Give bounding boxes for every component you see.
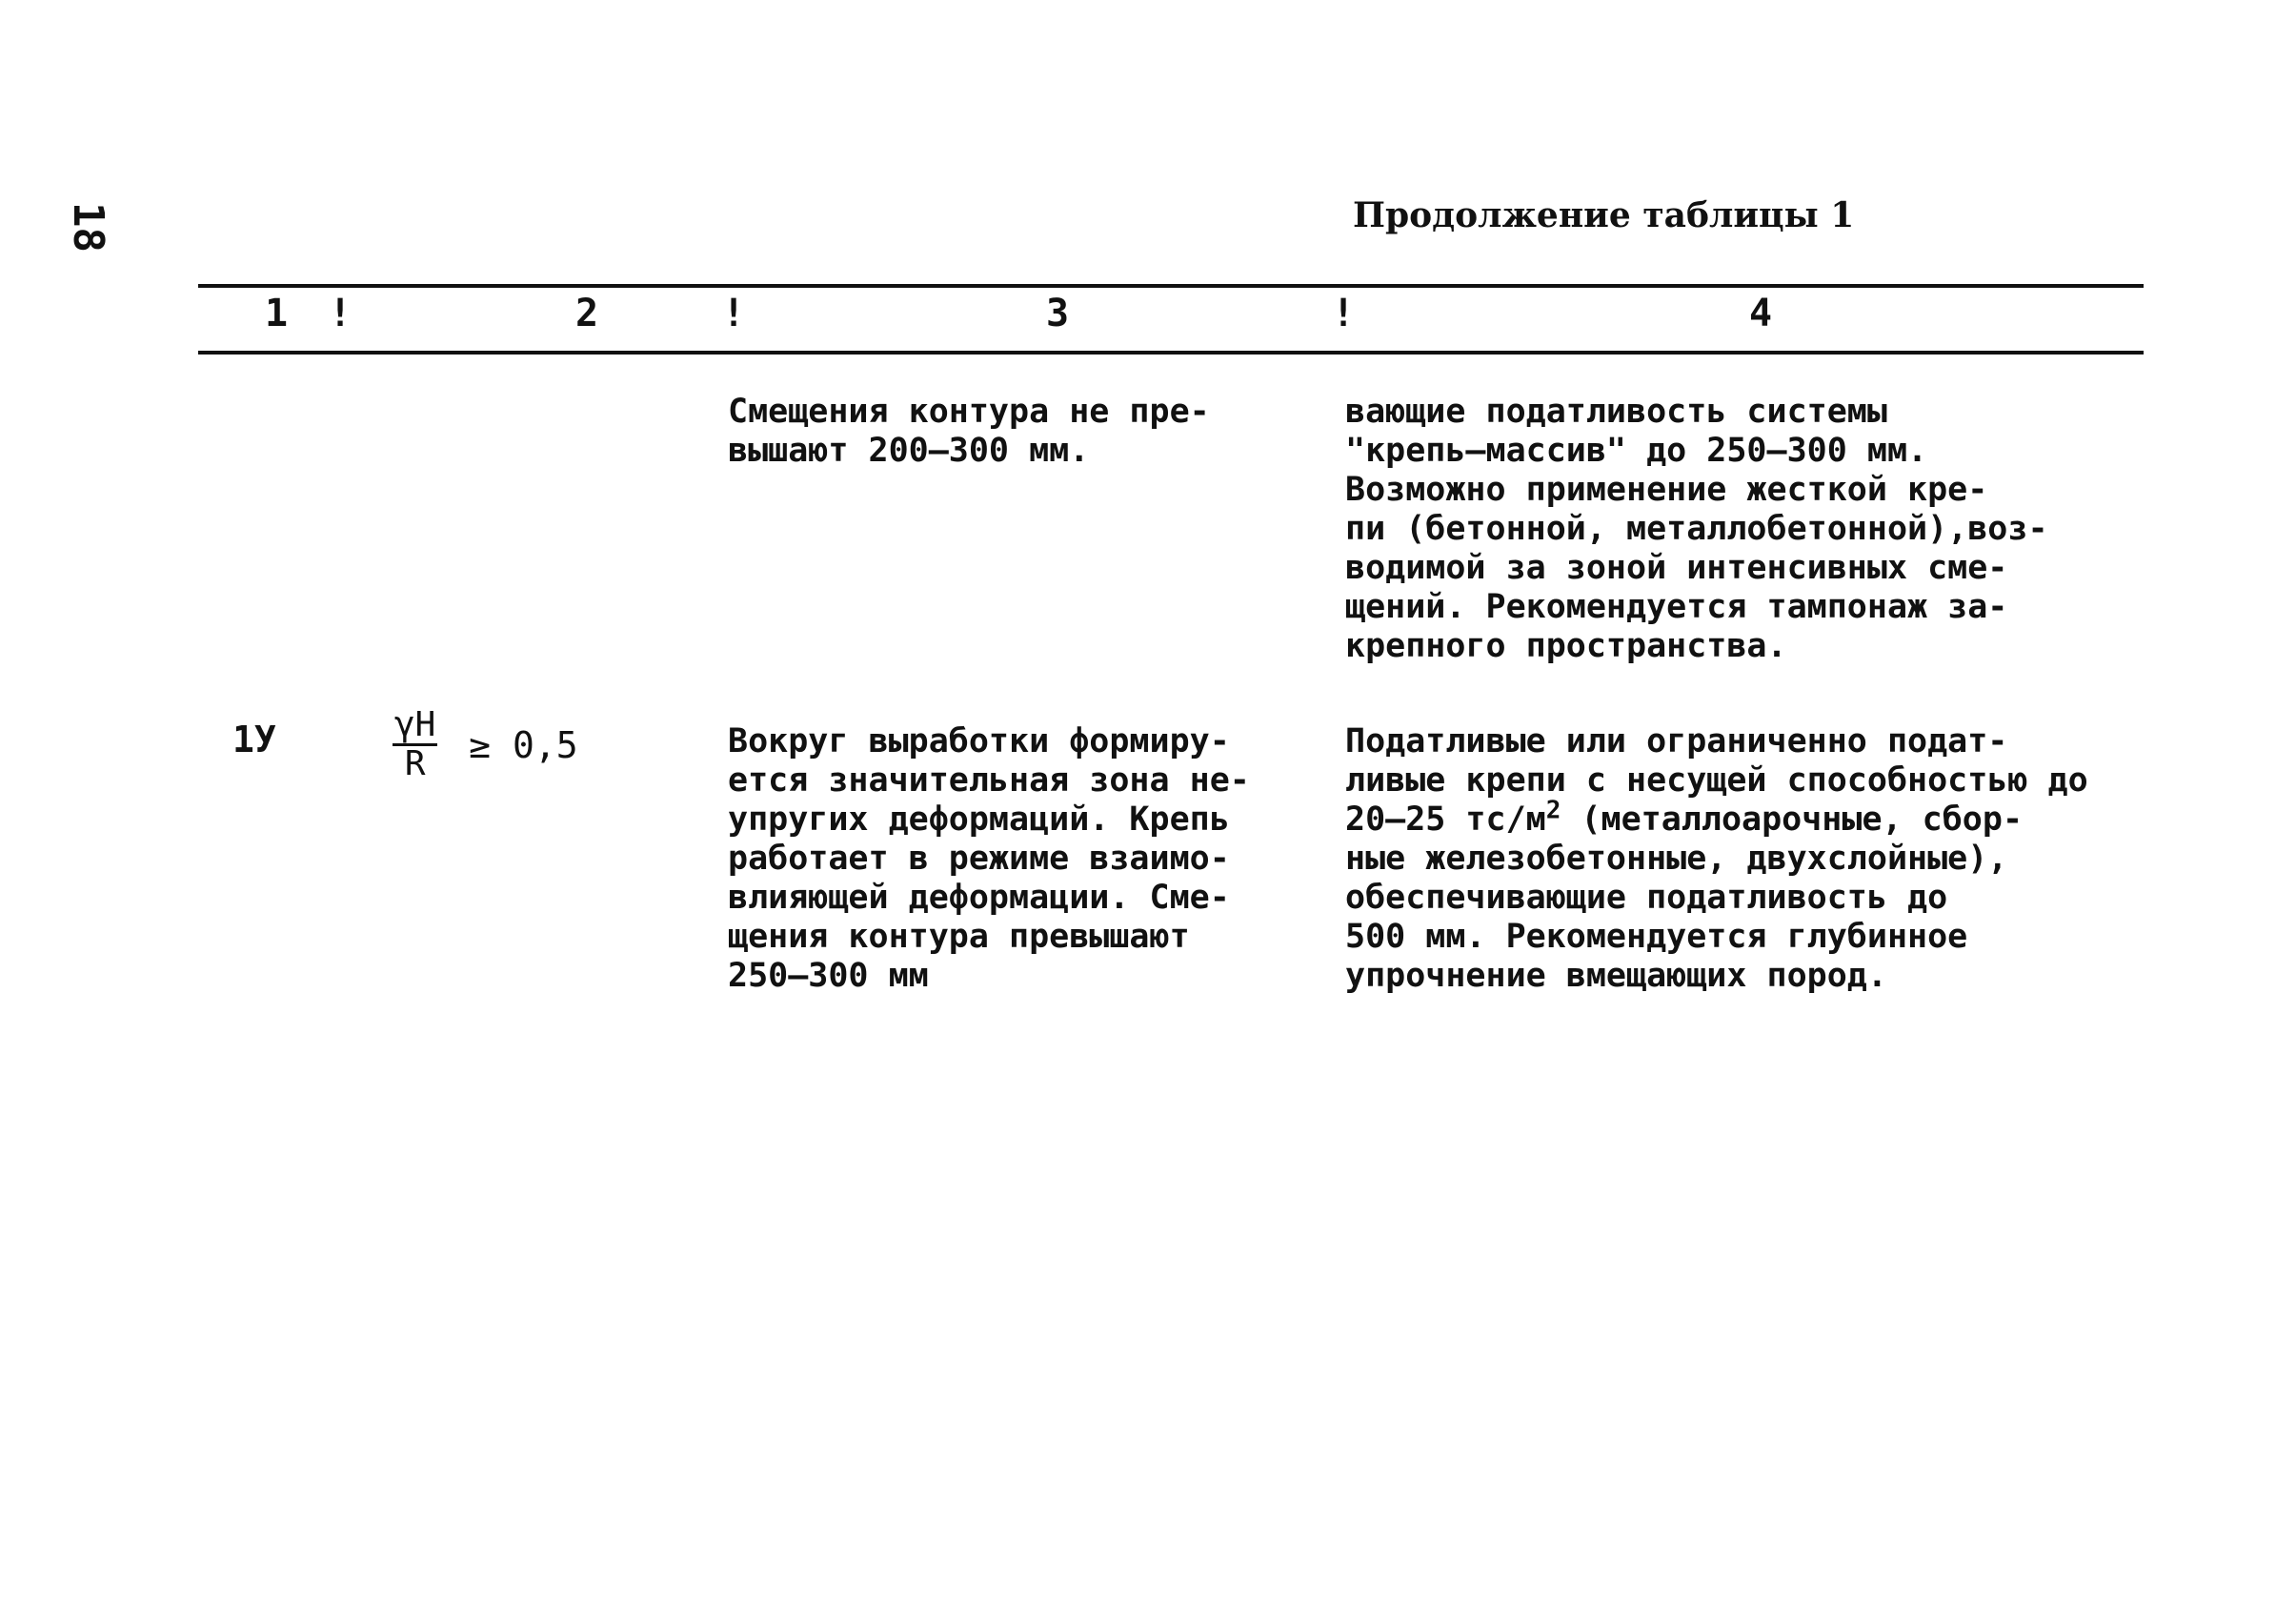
header-col1-label: 1 <box>265 292 289 335</box>
fraction-numerator: γH <box>394 705 436 744</box>
text-line: ные железобетонные, двухслойные), <box>1345 840 2008 878</box>
table-caption: Продолжение таблицы 1 <box>1353 195 1855 235</box>
row-col3 <box>728 722 1250 996</box>
text-line: "крепь–массив" до 250–300 мм. <box>1345 432 1928 470</box>
continuation-col4 <box>1345 393 2048 666</box>
header-rule-bottom <box>198 351 2144 355</box>
header-rule-top <box>198 284 2144 288</box>
page-number: 18 <box>64 202 112 253</box>
fraction-denominator: R <box>404 744 426 783</box>
text-fragment: 20–25 тс/м <box>1345 800 1546 839</box>
text-line: влияющей деформации. Сме- <box>728 879 1230 917</box>
text-line: обеспечивающие податливость до <box>1345 879 1948 917</box>
text-line: Возможно применение жесткой кре- <box>1345 471 1988 509</box>
text-line: ется значительная зона не- <box>728 761 1250 800</box>
text-line: Податливые или ограниченно подат- <box>1345 722 2008 760</box>
header-sep2 <box>722 292 745 335</box>
condition-fraction <box>393 707 437 782</box>
header-col2-label: 2 <box>575 292 599 335</box>
text-line: водимой за зоной интенсивных сме- <box>1345 549 2008 587</box>
text-line: вышают 200–300 мм. <box>728 432 1090 470</box>
header-col3-label: 3 <box>1046 292 1070 335</box>
header-col2 <box>575 292 598 335</box>
text-line: щений. Рекомендуется тампонаж за- <box>1345 588 2008 626</box>
header-sep1-mark: ! <box>329 292 352 335</box>
text-line: пи (бетонной, металлобетонной),воз- <box>1345 510 2048 548</box>
superscript: 2 <box>1545 796 1561 825</box>
text-line: вающие податливость системы <box>1345 393 1887 431</box>
header-col1 <box>265 292 288 335</box>
header-col3 <box>1046 292 1069 335</box>
header-col4-label: 4 <box>1749 292 1773 335</box>
row-condition <box>393 707 578 782</box>
text-line: упрочнение вмещающих пород. <box>1345 957 1887 995</box>
header-sep3 <box>1332 292 1355 335</box>
text-line: упругих деформаций. Крепь <box>728 800 1230 839</box>
text-line: Вокруг выработки формиру- <box>728 722 1230 760</box>
continuation-col3 <box>728 393 1210 471</box>
row-col4 <box>1345 722 2088 996</box>
text-line: 500 мм. Рекомендуется глубинное <box>1345 918 1968 956</box>
header-sep1 <box>329 292 352 335</box>
text-line: Смещения контура не пре- <box>728 393 1210 431</box>
text-fragment: (металлоарочные, сбор- <box>1561 800 2024 839</box>
condition-relation: ≥ 0,5 <box>469 723 578 766</box>
text-line: щения контура превышают <box>728 918 1190 956</box>
text-line: ливые крепи с несущей способностью до <box>1345 761 2088 800</box>
text-line: 250–300 мм <box>728 957 929 995</box>
header-sep2-mark: ! <box>722 292 746 335</box>
row-category: 1У <box>232 719 276 760</box>
text-line: работает в режиме взаимо- <box>728 840 1230 878</box>
text-line <box>1345 796 2088 840</box>
header-col4 <box>1749 292 1772 335</box>
header-sep3-mark: ! <box>1332 292 1356 335</box>
text-line: крепного пространства. <box>1345 627 1787 665</box>
